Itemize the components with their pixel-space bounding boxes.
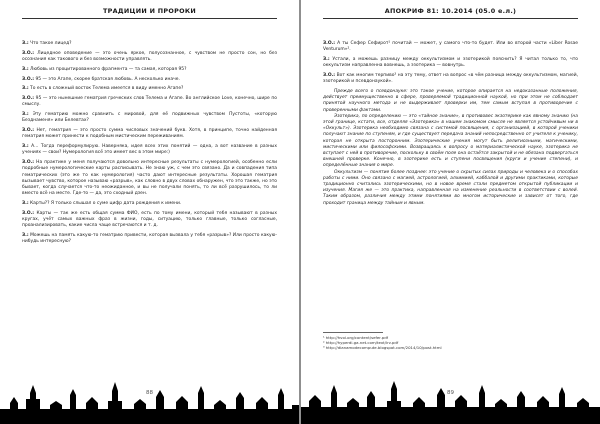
left-page-number: 88 [146,390,153,396]
dialogue-line: З.О.: Лицедное оповедение — это очень яркое, полусознанное, с чувством не просто сон, но без осознания как такового и без возможности управлять. [22,50,277,62]
right-header-rule [323,18,578,19]
footnote-link[interactable]: ² http://hyperdi.ga.net.com/text/lrv.pdf [323,340,399,346]
dialogue-line: З.: Устали, а можешь разницу между оккультизмом и эзотерикой пояснить? Я читал только то, что оккультизм направленна вовнешь, а эзотерика — вовнутрь. [323,57,578,69]
footnote-link[interactable]: ³ http://dianamodecompute.blogspot.com/2014/10/post.html [323,345,442,351]
right-running-header: АПОКРИФ 81: 10.2014 (05.0 е.л.) [384,7,517,15]
dialogue-line: З.О.: На практике у меня получаются довольно интересные результаты с нумерологией, особенно если подробные нумерологические карты расписывать. Не знаю уж, с чем это связано. Да и совпадения типа гематрических (это же то как нумерология) часто дают интересные результаты. Хорошая гематрия вызывает чувство, которое называю «разрыв», как словно в двух словах обнаружен, что это также, но это бывает, когда случается что-то неожиданное, и вы не получали понять, то ли всё разрушилось, то ли вместо всё на месте. Где-то — да, это сходный дзен. [22,160,277,197]
essay-paragraph: Эзотерика, по определению — это «тайное знание», в противовес экзотерике как явному знанию (на этой границе, кстати, все, отделяя «Эзотерика» в нашем знакомом смысле не является устойчивым ни в «Оккульт»). Эзотерика необходимо связана с системой посвящения, с организацией, в которой ученики получают знание по ступеням, и где существует передача знаний непосредственно от учителя к ученику, которая не открыта посторонним. Эзотерические учения могут быть религиозными, магическими, мистическими или философскими. Возвращаясь к вопросу о материалистической науке, эзотерика не вступает с ней в противоречие, поскольку в своём поле она остаётся закрытой и не обязана подвергаться внешней проверке. Конечно, в эзотерике есть и ступени посвящения (круги и учение степени), и определённые знания о мире. [323,113,578,169]
dialogue-line: З.: Карты?? Я только слышал о суме цифр дата рождения к имени. [22,201,182,206]
dialogue-line: З.О.: А ты Сефер Сефирот¹ почитай — может, у самого что-то будет. Или во второй части «Liber Rosae Venturum»². [323,41,578,53]
dialogue-line: З.О.: Вот как многим терпиво³ на эту тему, ответ на вопрос «в чём разница между оккультизмом, магией, эзотерикой и псевдонаукой». [323,73,578,85]
right-page [301,0,600,424]
footnote-link[interactable]: ¹ http://hvoi.org/content/sefer.pdf [323,335,389,340]
dialogue-line: З.: Можешь на память какую-то гематрию привести, которая вызвала у тебя «разрыв»? Или просто какую-нибудь интересную? [22,233,277,245]
dialogue-line: З.О.: Нет, гематрия — это просто сумма числовых значений букв. Хотя, в принципе, точно найденная гематрия может принести к подобным мистическим переживаниям. [22,128,277,140]
dialogue-line: З.: А... Тогда переформулирую. Наверняка, идея всех этих понятий — одна, а вот название в разных учениях — свои? Нумерология всё это имеет вес в этом мире:) [22,144,277,156]
essay-paragraph: Прежде всего о псевдонауке: это такое учение, которое опирается на недоказанные положения, действует преимущественно в сфере, проверяемой традиционной наукой, но при этом не соблюдает принятой научного метода и не выдерживает проверки им, тем самым вступая в противоречие с проверенными фактами. [323,89,578,113]
footnotes [323,335,578,351]
dialogue-line: З.О.: 95 — это Агапе, скорее братская любовь. А несколько иначе. [22,76,180,82]
right-page-number: 89 [447,390,454,396]
dialogue-line: З.: Любовь из процитированного фрагмента — та самая, которая 95? [22,66,187,72]
right-body [323,41,578,207]
left-header-rule [22,18,277,19]
footnote-rule [323,332,383,333]
dialogue-line: З.О.: Карты — так же есть общая сумма ФИО, есть по тому имени, который тебя называют в разных кругах, учёт самых важных фраз в жизни, годы, ситуацию, только главные, только согласные, проанализировать, какие числа чаще встречаются и т. д. [22,210,277,229]
essay-paragraph: Оккультизм — понятие более позднее: это учение о скрытых силах природы и человека и о способах работы с ними. Оно связано с магией, астрологией, алхимией, каббалой и другими практиками, которые традиционно считались эзотерическими, но в новое время стали предметом открытой публикации и изучения. Магия же — это практика, направленная на изменение реальности в соответствии с волей. Таким образом, различия между этими понятиями во многом исторические и зависят от того, где проходит граница между тайным и явным. [323,169,578,206]
dialogue-line: З.: Эту гематрию можно сравнить с мировой, для её подвижных чувством Пустоты, «которую Безднаменя» или Белевтах? [22,112,277,124]
dialogue-line: З.О.: 95 — это нынешние гематрия греческих слов Телема и Агапе. Во английское Love, конечно, шире по смыслу. [22,96,277,108]
dialogue-line: З.: Что такое лицед? [22,41,72,46]
city-skyline-silhouette [0,379,299,424]
left-body [22,41,277,249]
left-running-header: ТРАДИЦИИ И ПРОРОКИ [102,7,196,15]
city-skyline-silhouette [301,379,600,424]
left-page [0,0,299,424]
dialogue-line: З.: То есть в сложный восток Телема имеется в виду именно Агапе? [22,86,184,92]
